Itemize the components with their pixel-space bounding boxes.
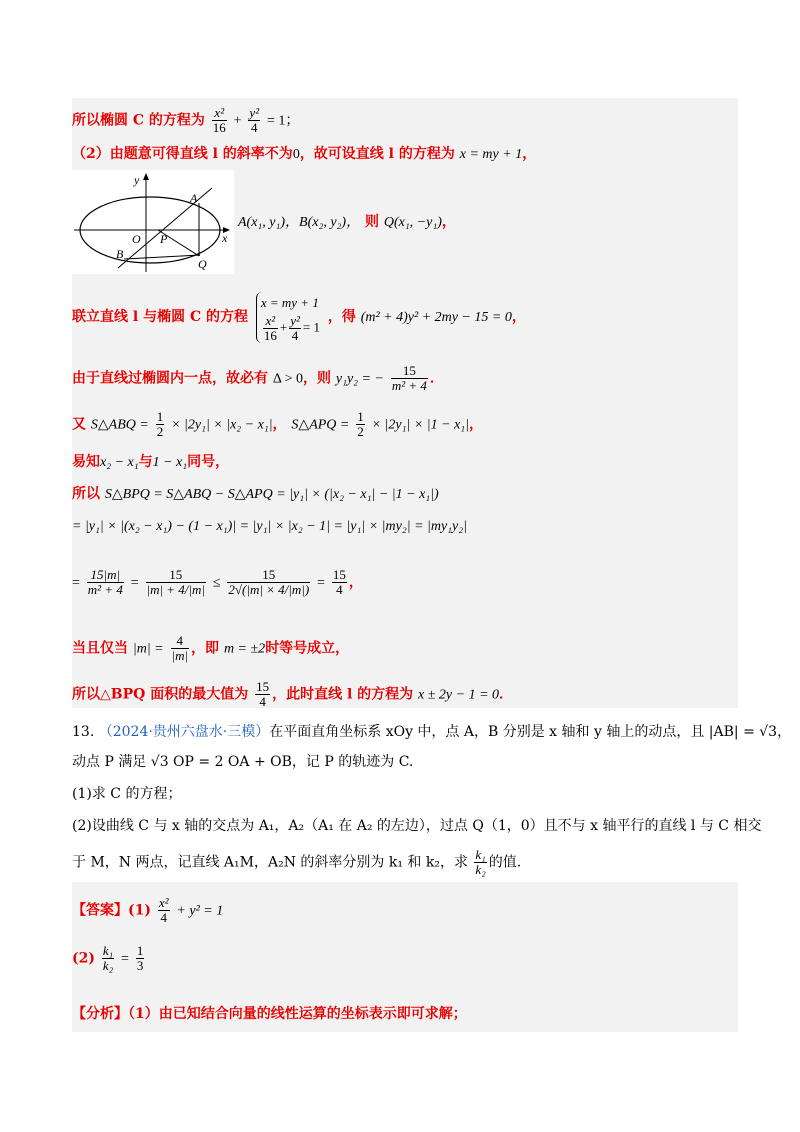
numerator: y² (249, 105, 260, 120)
problem-text: 动点 P 满足 √3 OP = 2 OA + OB，记 P 的轨迹为 C. (72, 754, 414, 770)
problem-line-2 (72, 752, 413, 772)
fraction (356, 410, 365, 439)
numerator: y² (290, 312, 300, 328)
text: ，故可设直线 l 的方程为 (299, 146, 455, 162)
product-expression: y₁y₂ = − (335, 371, 384, 387)
solution-line-1 (72, 106, 299, 135)
denominator: 4 (251, 120, 258, 135)
expr-2: 1 − x₁ (152, 455, 188, 470)
solution-line-12 (72, 680, 513, 709)
m-value: m = ±2 (223, 641, 266, 657)
denominator: 2 (156, 424, 164, 439)
ellipse-figure (72, 170, 234, 274)
text: 所以△BPQ 面积的最大值为 (72, 686, 249, 703)
text: ． (429, 370, 444, 387)
fraction (212, 106, 227, 135)
label-p: P (160, 232, 168, 246)
plus: + (279, 318, 288, 334)
answer-1-equation: + y² = 1 (176, 903, 224, 919)
fraction (227, 568, 310, 597)
fraction (87, 568, 124, 597)
text: ，此时直线 l 的方程为 (272, 686, 414, 703)
solution-line-2 (72, 144, 536, 165)
text: ，则 (303, 370, 332, 387)
numerator: 1 (357, 409, 364, 424)
label-b: B (116, 247, 124, 261)
numerator: k₁ (475, 847, 486, 862)
zero: 0 (292, 147, 300, 162)
label-y: y (134, 173, 140, 187)
line-equation: x = my + 1 (459, 147, 523, 162)
text: ， (511, 309, 526, 325)
problem-number: 13. (72, 724, 95, 740)
area-apq-expr: × |2y₁| × |1 − x₁| (371, 417, 470, 433)
text: ， (522, 146, 537, 162)
fraction (158, 896, 170, 925)
text: 同号， (187, 454, 230, 470)
fraction (474, 848, 486, 877)
equals: = (130, 575, 139, 591)
less-equal: ≤ (212, 575, 221, 591)
text: 联立直线 l 与椭圆 C 的方程 (72, 309, 248, 325)
numerator: k₁ (102, 943, 114, 958)
discriminant: Δ > 0 (272, 371, 304, 387)
text: 当且仅当 (72, 640, 128, 657)
question-1: (1)求 C 的方程； (72, 786, 182, 802)
problem-source: （2024·贵州六盘水·三模） (98, 724, 270, 740)
numerator: x² (263, 314, 278, 329)
denominator: 2 (357, 424, 364, 439)
analysis-text: （1）由已知结合向量的线性运算的坐标表示即可求解； (128, 1006, 467, 1022)
text: 所以 (72, 486, 100, 502)
fraction (332, 568, 347, 597)
fraction (171, 634, 190, 663)
text: 则 (364, 214, 379, 230)
fraction (263, 314, 278, 343)
denominator: k₂ (102, 958, 114, 973)
point-q: Q(x₁, −y₁) (383, 215, 442, 230)
denominator: 16 (263, 327, 277, 343)
fraction (146, 568, 206, 597)
analysis-label: 【分析】 (72, 1006, 128, 1022)
area-bpq-expr: S△BPQ = S△ABQ − S△APQ = |y₁| × (|x₂ − x₁| − |1 − x₁|) (104, 487, 439, 502)
numerator: x² (158, 895, 169, 910)
system-eq-1: x = my + 1 (260, 294, 319, 310)
solution-line-3 (238, 212, 456, 233)
quadratic-equation: (m² + 4)y² + 2my − 15 = 0 (360, 310, 512, 325)
ellipse-diagram (72, 170, 234, 274)
question-2-cont: 于 M，N 两点，记直线 A₁M，A₂N 的斜率分别为 k₁ 和 k₂，求 (72, 854, 468, 871)
text: ， (441, 214, 456, 230)
equation-system (256, 292, 320, 343)
expr-1: x₂ − x₁ (100, 455, 139, 470)
denominator: 4 (259, 694, 266, 709)
label-q: Q (198, 257, 207, 271)
numerator: 4 (171, 634, 190, 649)
answer-2-prefix: (2) (72, 950, 95, 967)
answer-label: 【答案】 (72, 902, 128, 919)
numerator: 15|m| (87, 568, 124, 583)
numerator: 15 (256, 679, 270, 694)
label-x: x (222, 231, 228, 245)
fraction (102, 944, 114, 973)
denominator: m² + 4 (87, 582, 123, 597)
denominator: k₂ (475, 862, 486, 877)
fraction (248, 106, 260, 135)
area-abq: S△ABQ = (90, 417, 149, 433)
plus: + (233, 113, 242, 129)
denominator: m² + 4 (391, 378, 427, 393)
text: 时等号成立， (265, 640, 350, 657)
equals: = (72, 575, 80, 591)
equals-one: = 1 (302, 318, 320, 334)
solution-line-7 (72, 452, 229, 473)
solution-line-4 (72, 290, 526, 345)
denominator: 4 (160, 910, 167, 925)
denominator: |m| (171, 648, 189, 663)
problem-line-3 (72, 784, 181, 804)
label-a: A (190, 191, 198, 205)
text: 又 (72, 416, 86, 433)
area-abq-expr: × |2y₁| × |x₂ − x₁| (171, 417, 273, 433)
question-2-end: 的值. (488, 854, 522, 871)
denominator: 4 (291, 327, 299, 343)
problem-line-5 (72, 848, 521, 877)
fraction (391, 364, 428, 393)
fraction (156, 410, 165, 439)
solution-line-9 (72, 516, 467, 537)
points: A(x₁, y₁)，B(x₂, y₂)， (238, 215, 361, 230)
text: ， (272, 416, 287, 433)
text: 所以椭圆 C 的方程为 (72, 112, 205, 129)
fraction (136, 944, 145, 973)
solution-line-11 (72, 634, 349, 663)
text: ，得 (327, 309, 356, 325)
label-o: O (132, 232, 141, 246)
problem-line-4 (72, 816, 761, 836)
solution-line-5 (72, 364, 444, 393)
denominator: 16 (212, 120, 226, 135)
numerator: 1 (136, 943, 144, 958)
system-eq-2 (261, 314, 320, 343)
fraction (255, 680, 270, 709)
problem-line-1 (72, 722, 791, 742)
denominator: 2√(|m| × 4/|m|) (228, 582, 310, 597)
denominator: 3 (136, 958, 144, 973)
text: 易知 (72, 454, 100, 470)
fraction (289, 314, 301, 343)
numerator: 15 (227, 568, 310, 583)
solution-line-10 (72, 568, 363, 597)
answer-line-1 (72, 896, 223, 925)
equals-one: = 1； (266, 113, 300, 129)
line-equation: x ± 2y − 1 = 0 (418, 687, 500, 703)
text: ， (469, 416, 484, 433)
numerator: x² (212, 106, 227, 121)
numerator: 15 (146, 568, 206, 583)
text: 由于直线过椭圆内一点，故必有 (72, 370, 268, 387)
abs-m: |m| = (132, 641, 164, 657)
numerator: 1 (156, 409, 164, 424)
text: ， (348, 574, 363, 591)
problem-text: 在平面直角坐标系 xOy 中，点 A，B 分别是 x 轴和 y 轴上的动点，且 |AB| = √3， (269, 724, 792, 740)
equals: = (317, 575, 325, 591)
numerator: 15 (332, 567, 346, 582)
analysis-line (72, 1004, 467, 1024)
text: （2）由题意可得直线 l 的斜率不为 (72, 146, 293, 162)
answer-line-2 (72, 944, 146, 973)
answer-1-prefix: (1) (128, 902, 151, 919)
text: ． (499, 686, 514, 703)
denominator: 4 (336, 582, 343, 597)
denominator: |m| + 4/|m| (146, 582, 205, 597)
text: 与 (138, 454, 153, 470)
solution-line-6 (72, 410, 483, 439)
equals: = (121, 951, 129, 967)
text: ，即 (191, 640, 220, 657)
numerator: 15 (391, 364, 428, 379)
solution-line-8 (72, 484, 439, 505)
question-2: (2)设曲线 C 与 x 轴的交点为 A₁，A₂（A₁ 在 A₂ 的左边），过点 Q（1，0）且不与 x 轴平行的直线 l 与 C 相交 (72, 818, 762, 834)
area-apq: S△APQ = (291, 417, 350, 433)
simplification: = |y₁| × |(x₂ − x₁) − (1 − x₁)| = |y₁| × |x₂ − 1| = |y₁| × |my₂| = |my₁y₂| (72, 519, 467, 534)
